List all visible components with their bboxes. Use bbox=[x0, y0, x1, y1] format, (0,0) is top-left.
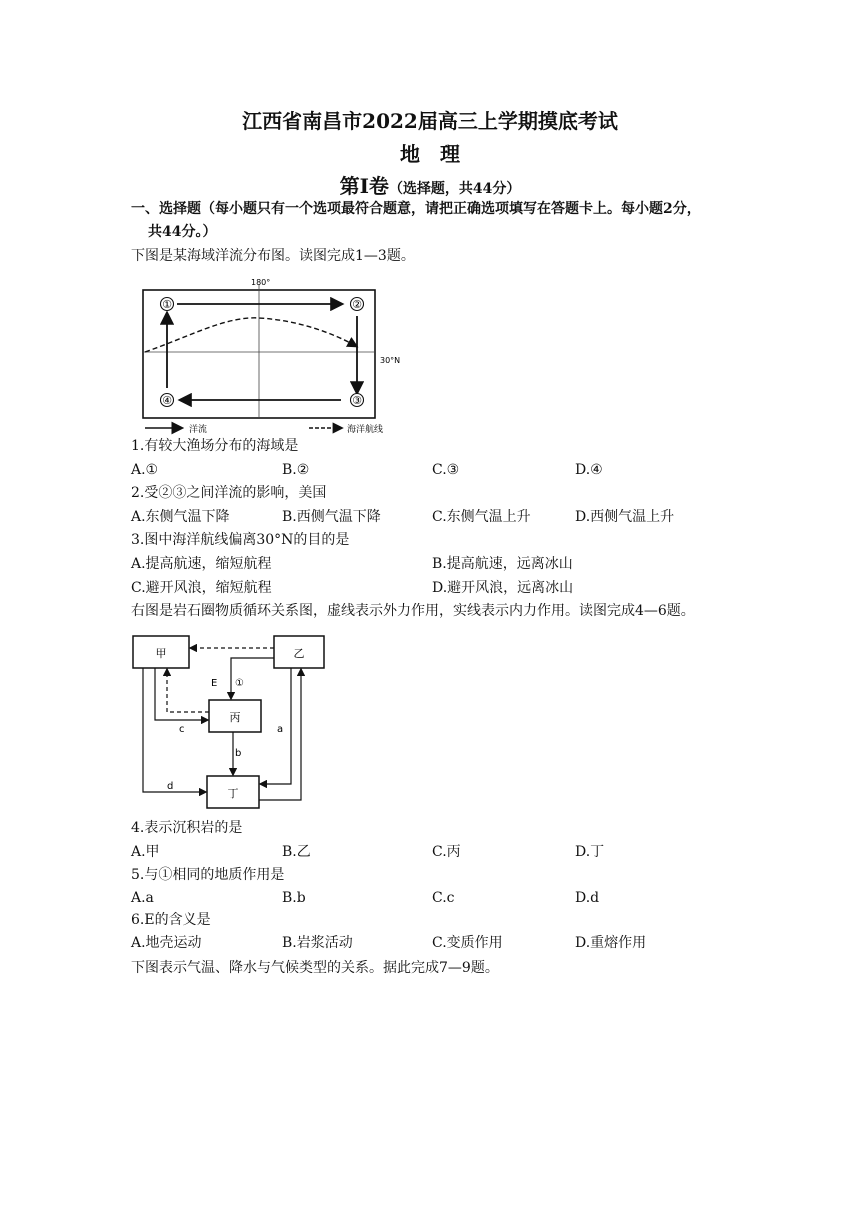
question-2-option-c[interactable]: C.东侧气温上升 bbox=[432, 509, 531, 525]
ocean-route bbox=[145, 318, 356, 352]
question-6-option-d[interactable]: D.重熔作用 bbox=[575, 935, 647, 951]
question-3-stem: 3.图中海洋航线偏离30°N的目的是 bbox=[131, 532, 350, 548]
question-1-option-d[interactable]: D.④ bbox=[575, 462, 603, 478]
question-4-option-d[interactable]: D.丁 bbox=[575, 844, 605, 860]
question-5-stem: 5.与①相同的地质作用是 bbox=[131, 867, 285, 883]
box-bing-label: 丙 bbox=[229, 711, 241, 724]
question-5-option-c[interactable]: C.c bbox=[432, 890, 455, 906]
label-d: d bbox=[167, 781, 174, 792]
question-6-option-a[interactable]: A.地壳运动 bbox=[131, 935, 202, 951]
label-E: E bbox=[211, 678, 218, 689]
question-4-option-b[interactable]: B.乙 bbox=[282, 844, 311, 860]
question-1-stem: 1.有较大渔场分布的海域是 bbox=[131, 438, 299, 454]
question-2-stem: 2.受②③之间洋流的影响，美国 bbox=[131, 485, 327, 501]
question-3-option-b[interactable]: B.提高航速，远离冰山 bbox=[432, 556, 573, 572]
exam-title: 江西省南昌市2022届高三上学期摸底考试 bbox=[242, 109, 618, 133]
label-b: b bbox=[235, 748, 242, 759]
question-5-option-a[interactable]: A.a bbox=[131, 890, 154, 906]
point-2-label: ② bbox=[352, 298, 362, 311]
intro-figure3: 下图表示气温、降水与气候类型的关系。据此完成7—9题。 bbox=[131, 960, 499, 976]
question-4-stem: 4.表示沉积岩的是 bbox=[131, 820, 243, 836]
intro-figure1: 下图是某海域洋流分布图。读图完成1—3题。 bbox=[131, 248, 415, 264]
point-3-label: ③ bbox=[352, 394, 362, 407]
question-1-option-a[interactable]: A.① bbox=[131, 462, 159, 478]
label-c: c bbox=[179, 724, 185, 735]
question-6-option-c[interactable]: C.变质作用 bbox=[432, 935, 503, 951]
question-4-option-c[interactable]: C.丙 bbox=[432, 844, 461, 860]
intro-figure2: 右图是岩石圈物质循环关系图，虚线表示外力作用，实线表示内力作用。读图完成4—6题。 bbox=[131, 603, 695, 619]
point-1-label: ① bbox=[162, 298, 172, 311]
section-heading-line1: 一、选择题（每小题只有一个选项最符合题意，请把正确选项填写在答题卡上。每小题2分， bbox=[131, 201, 701, 217]
box-ding-label: 丁 bbox=[227, 787, 239, 800]
label-a: a bbox=[277, 724, 284, 735]
question-1-option-c[interactable]: C.③ bbox=[432, 462, 460, 478]
question-2-option-b[interactable]: B.西侧气温下降 bbox=[282, 509, 381, 525]
parallel-label: 30°N bbox=[380, 356, 401, 365]
part-title-main: 第Ⅰ卷 bbox=[339, 174, 389, 198]
section-heading-line2: 共44分。） bbox=[148, 224, 217, 240]
question-6-option-b[interactable]: B.岩浆活动 bbox=[282, 935, 353, 951]
question-2-option-d[interactable]: D.西侧气温上升 bbox=[575, 509, 675, 525]
arrow-ding-to-yi bbox=[259, 670, 301, 800]
box-yi-label: 乙 bbox=[293, 647, 305, 660]
question-5-option-d[interactable]: D.d bbox=[575, 890, 600, 906]
label-circled-1: ① bbox=[235, 678, 244, 689]
question-6-stem: 6.E的含义是 bbox=[131, 912, 211, 928]
ocean-current-map bbox=[131, 276, 413, 436]
arrow-bing-to-jia bbox=[167, 670, 209, 712]
point-4-label: ④ bbox=[162, 394, 172, 407]
part-title-note: （选择题，共44分） bbox=[388, 181, 521, 197]
question-1-option-b[interactable]: B.② bbox=[282, 462, 310, 478]
part-title bbox=[0, 170, 860, 199]
question-3-option-d[interactable]: D.避开风浪，远离冰山 bbox=[432, 580, 574, 596]
question-3-option-c[interactable]: C.避开风浪，缩短航程 bbox=[131, 580, 272, 596]
question-5-option-b[interactable]: B.b bbox=[282, 890, 306, 906]
legend-current-label: 洋流 bbox=[189, 425, 208, 435]
rock-cycle-diagram bbox=[131, 632, 331, 816]
question-3-option-a[interactable]: A.提高航速，缩短航程 bbox=[131, 556, 272, 572]
meridian-label: 180° bbox=[251, 278, 271, 287]
legend-route-label: 海洋航线 bbox=[347, 425, 384, 435]
subject-title: 地 理 bbox=[400, 142, 460, 166]
question-4-option-a[interactable]: A.甲 bbox=[131, 844, 160, 860]
arrow-yi-to-ding bbox=[261, 668, 291, 784]
arrow-jia-to-ding bbox=[143, 668, 205, 792]
box-jia-label: 甲 bbox=[155, 647, 167, 660]
question-2-option-a[interactable]: A.东侧气温下降 bbox=[131, 509, 230, 525]
